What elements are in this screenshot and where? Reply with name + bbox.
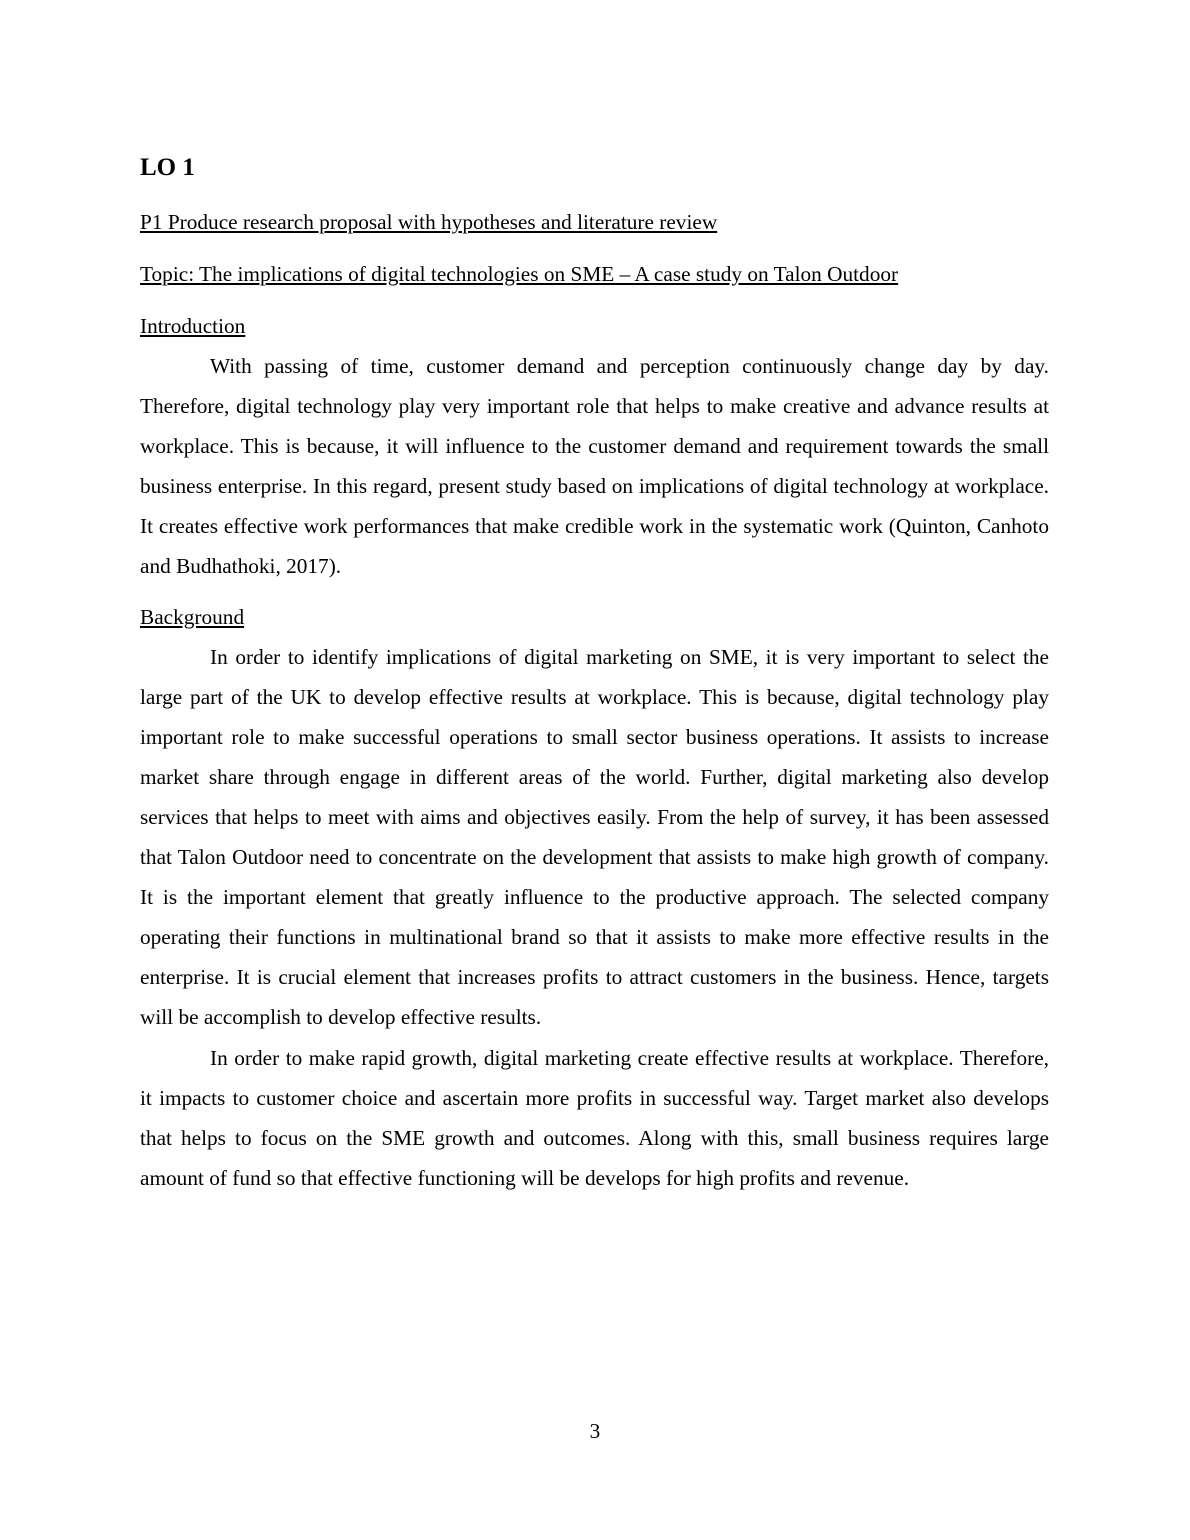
- background-paragraph-2: In order to make rapid growth, digital marketing create effective results at workplace. Therefore, it impacts to customer choice and ascertain more profits in successful way. Target market also develops that helps to focus on the SME growth and outcomes. Along with this, small business requires large amount of fund so that effective functioning will be develops for high profits and revenue.: [140, 1045, 1049, 1190]
- introduction-paragraph: With passing of time, customer demand and perception continuously change day by day. Therefore, digital technology play very important role that helps to make creative and advance results at workplace. This is because, it will influence to the customer demand and requirement towards the small business enterprise. In this regard, present study based on implications of digital technology at workplace. It creates effective work performances that make credible work in the systematic work (Quinton, Canhoto and Budhathoki, 2017).: [140, 354, 1049, 579]
- p1-title: P1 Produce research proposal with hypotheses and literature review: [140, 210, 718, 234]
- page-number: 3: [589, 1419, 601, 1443]
- topic-title: Topic: The implications of digital technologies on SME – A case study on Talon Outdoor: [140, 262, 899, 286]
- page-content: [140, 150, 1049, 1198]
- introduction-heading: Introduction: [140, 314, 246, 338]
- background-heading: Background: [140, 604, 245, 629]
- lo-heading: LO 1: [140, 154, 195, 181]
- background-paragraph-1: In order to identify implications of digital marketing on SME, it is very important to select the large part of the UK to develop effective results at workplace. This is because, digital technology play important role to make successful operations to small sector business operations. It assists to increase market share through engage in different areas of the world. Further, digital marketing also develop services that helps to meet with aims and objectives easily. From the help of survey, it has been assessed that Talon Outdoor need to concentrate on the development that assists to make high growth of company. It is the important element that greatly influence to the productive approach. The selected company operating their functions in multinational brand so that it assists to make more effective results in the enterprise. It is crucial element that increases profits to attract customers in the business. Hence, targets will be accomplish to develop effective results.: [140, 644, 1049, 1030]
